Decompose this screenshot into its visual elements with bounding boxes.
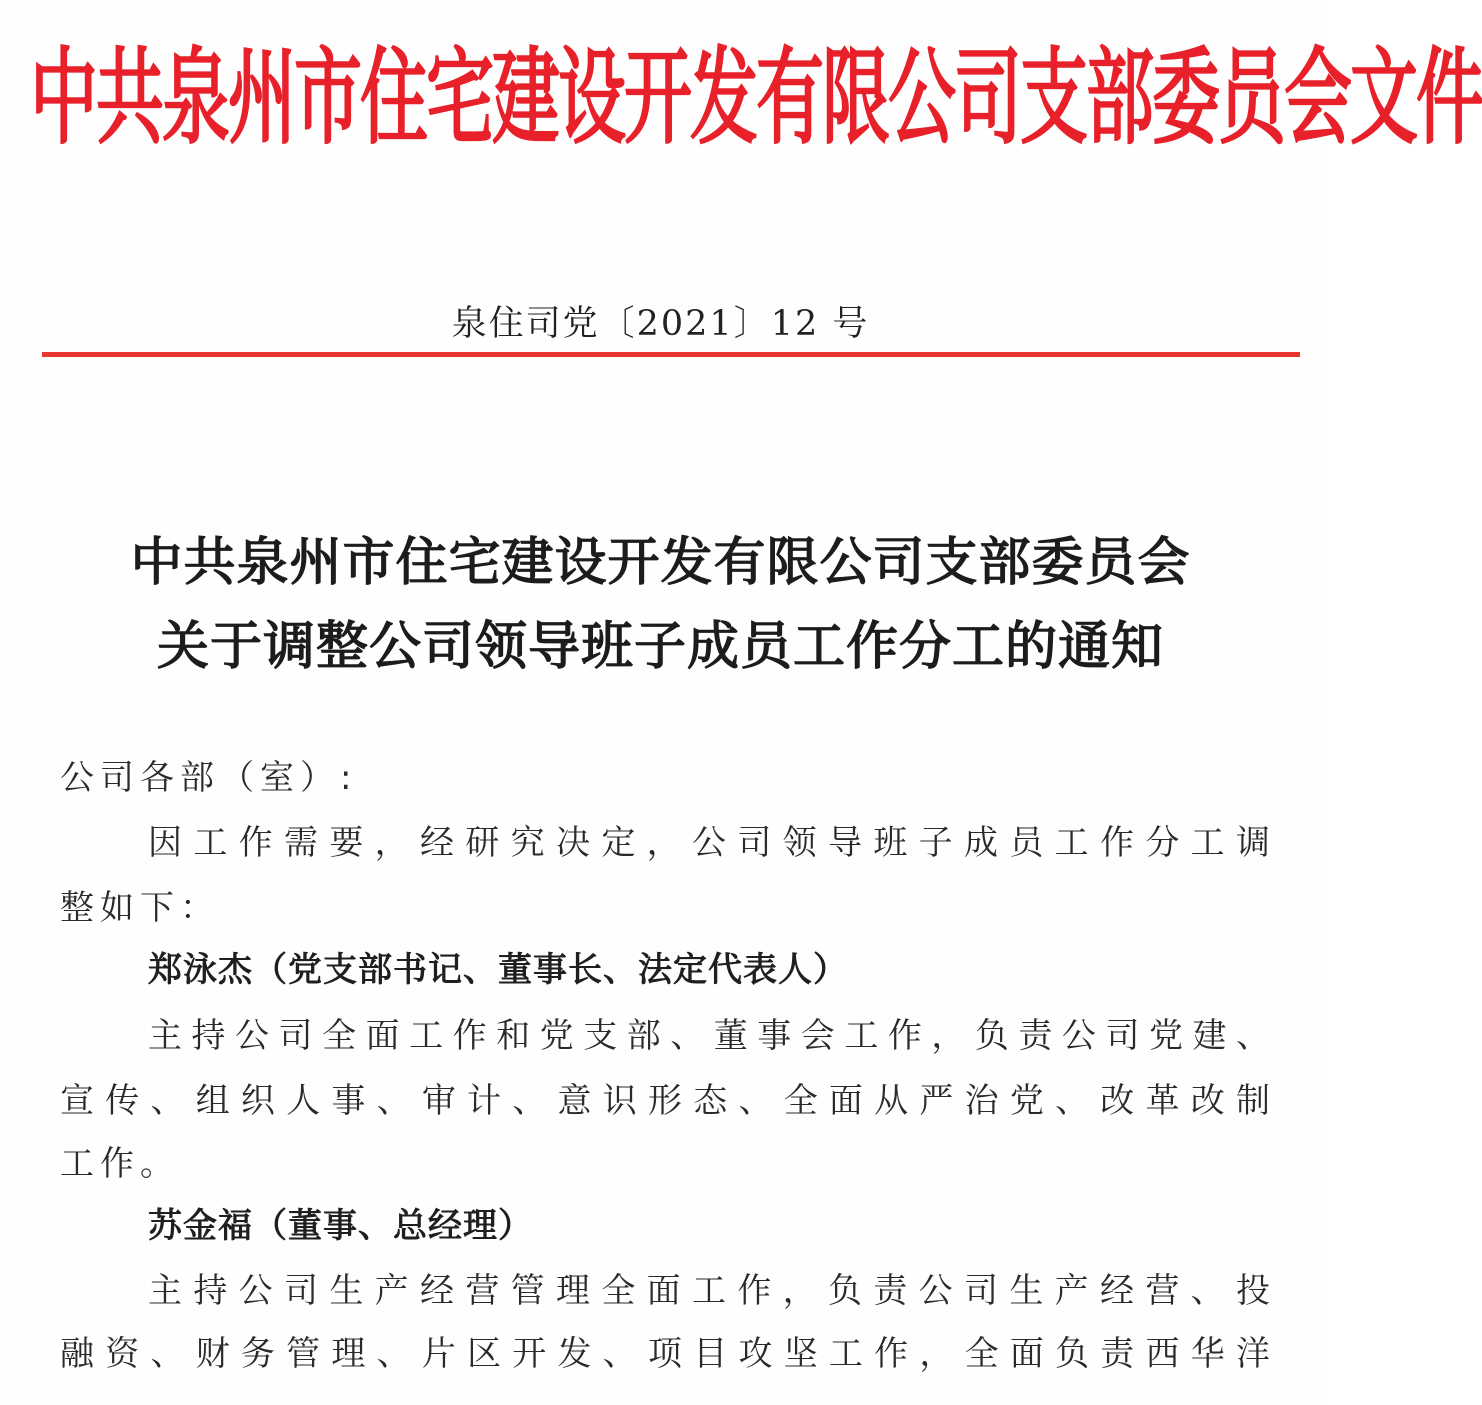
person-2-duty-line-1: 主持公司生产经营管理全面工作，负责公司生产经营、投 — [148, 1271, 1270, 1311]
notice-title-line-2: 关于调整公司领导班子成员工作分工的通知 — [156, 616, 1164, 677]
masthead-title: 中共泉州市住宅建设开发有限公司支部委员会文件 — [30, 38, 1482, 161]
person-1-duty-line-3: 工作。 — [60, 1144, 180, 1184]
document-number: 泉住司党〔2021〕12 号 — [451, 304, 870, 344]
person-1-heading: 郑泳杰（党支部书记、董事长、法定代表人） — [148, 950, 848, 990]
salutation: 公司各部（室）: — [60, 758, 358, 798]
person-1-duty-line-1: 主持公司全面工作和党支部、董事会工作，负责公司党建、 — [148, 1016, 1270, 1056]
red-divider-line — [42, 352, 1300, 357]
notice-title-line-1: 中共泉州市住宅建设开发有限公司支部委员会 — [130, 532, 1191, 593]
person-1-duty-line-2: 宣传、组织人事、审计、意识形态、全面从严治党、改革改制 — [60, 1081, 1270, 1121]
person-2-duty-line-2: 融资、财务管理、片区开发、项目攻坚工作，全面负责西华洋 — [60, 1334, 1270, 1374]
intro-paragraph-line-1: 因工作需要，经研究决定，公司领导班子成员工作分工调 — [148, 823, 1270, 863]
intro-paragraph-line-2: 整如下： — [60, 888, 220, 928]
person-2-heading: 苏金福（董事、总经理） — [148, 1206, 533, 1246]
